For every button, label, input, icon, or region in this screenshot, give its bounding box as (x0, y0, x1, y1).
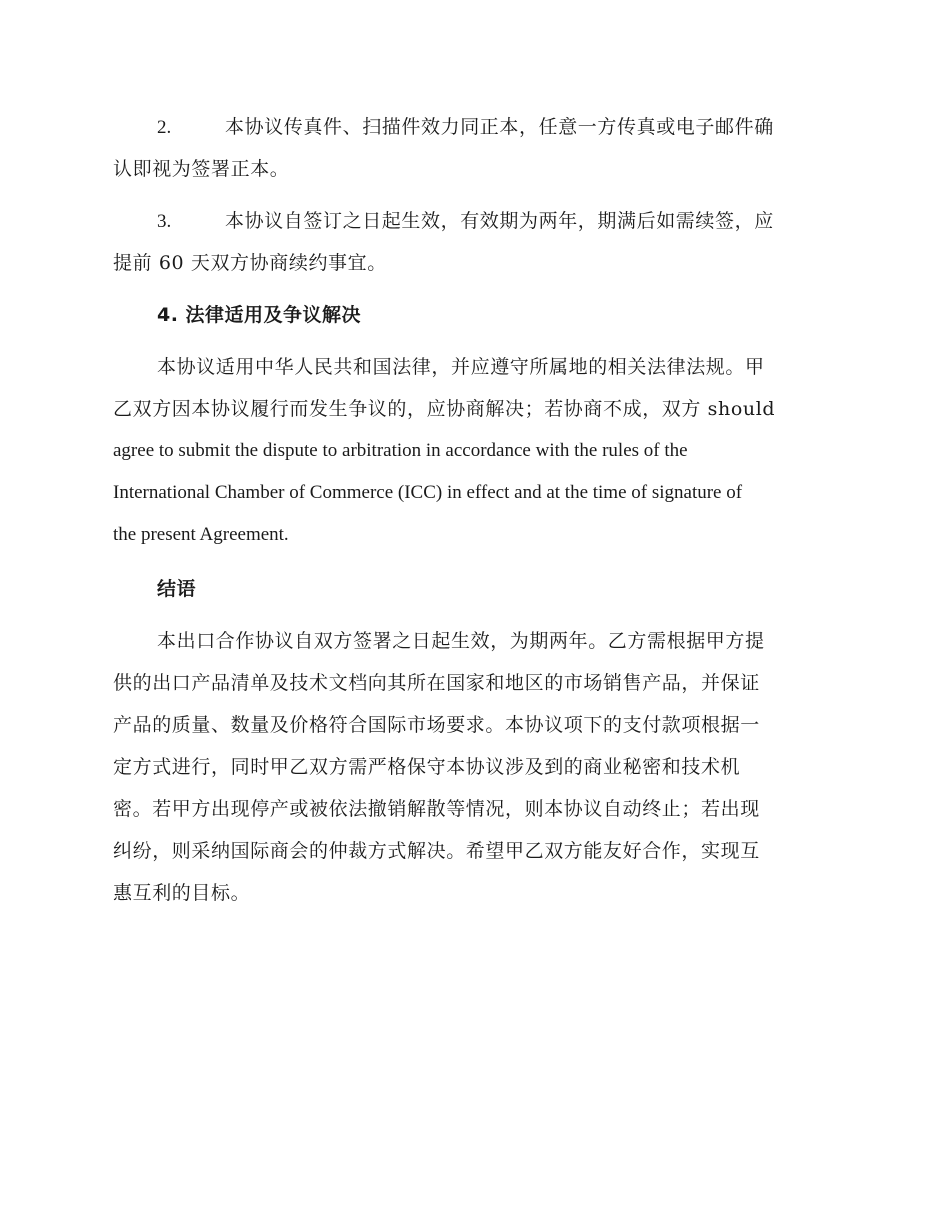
paragraph-line: 本出口合作协议自双方签署之日起生效，为期两年。乙方需根据甲方提 (157, 630, 765, 652)
paragraph-line: 纠纷，则采纳国际商会的仲裁方式解决。希望甲乙双方能友好合作，实现互 (113, 840, 760, 862)
clause-item-2-line-1 (113, 106, 833, 148)
clause-item-2-line-2: 认即视为签署正本。 (113, 158, 290, 180)
paragraph-line: 本协议适用中华人民共和国法律，并应遵守所属地的相关法律法规。甲 (157, 356, 765, 378)
paragraph-line: 密。若甲方出现停产或被依法撤销解散等情况，则本协议自动终止；若出现 (113, 798, 760, 820)
clause-text: 本协议自签订之日起生效，有效期为两年，期满后如需续签，应 (225, 210, 774, 232)
clause-item-2 (113, 106, 833, 190)
clause-number: 2. (157, 117, 172, 138)
section-heading-law: 4. 法律适用及争议解决 (157, 304, 362, 326)
paragraph-line: 惠互利的目标。 (113, 882, 251, 904)
paragraph-line: International Chamber of Commerce (ICC) in effect and at the time of signature of (113, 482, 743, 503)
clause-number: 3. (157, 211, 172, 232)
clause-text: 本协议传真件、扫描件效力同正本，任意一方传真或电子邮件确 (225, 116, 774, 138)
clause-item-3-line-1 (113, 200, 833, 242)
section-body-law (113, 346, 833, 556)
section-heading-conclusion: 结语 (157, 578, 197, 600)
paragraph-line: 供的出口产品清单及技术文档向其所在国家和地区的市场销售产品，并保证 (113, 672, 760, 694)
paragraph-line: 乙双方因本协议履行而发生争议的，应协商解决；若协商不成，双方 should (113, 398, 776, 420)
section-body-conclusion (113, 620, 833, 914)
paragraph-line: 定方式进行，同时甲乙双方需严格保守本协议涉及到的商业秘密和技术机 (113, 756, 741, 778)
clause-item-3 (113, 200, 833, 284)
paragraph-line: the present Agreement. (113, 524, 289, 545)
paragraph-line: 产品的质量、数量及价格符合国际市场要求。本协议项下的支付款项根据一 (113, 714, 760, 736)
paragraph-line: agree to submit the dispute to arbitration in accordance with the rules of the (113, 440, 688, 461)
clause-item-3-line-2: 提前 60 天双方协商续约事宜。 (113, 252, 387, 274)
